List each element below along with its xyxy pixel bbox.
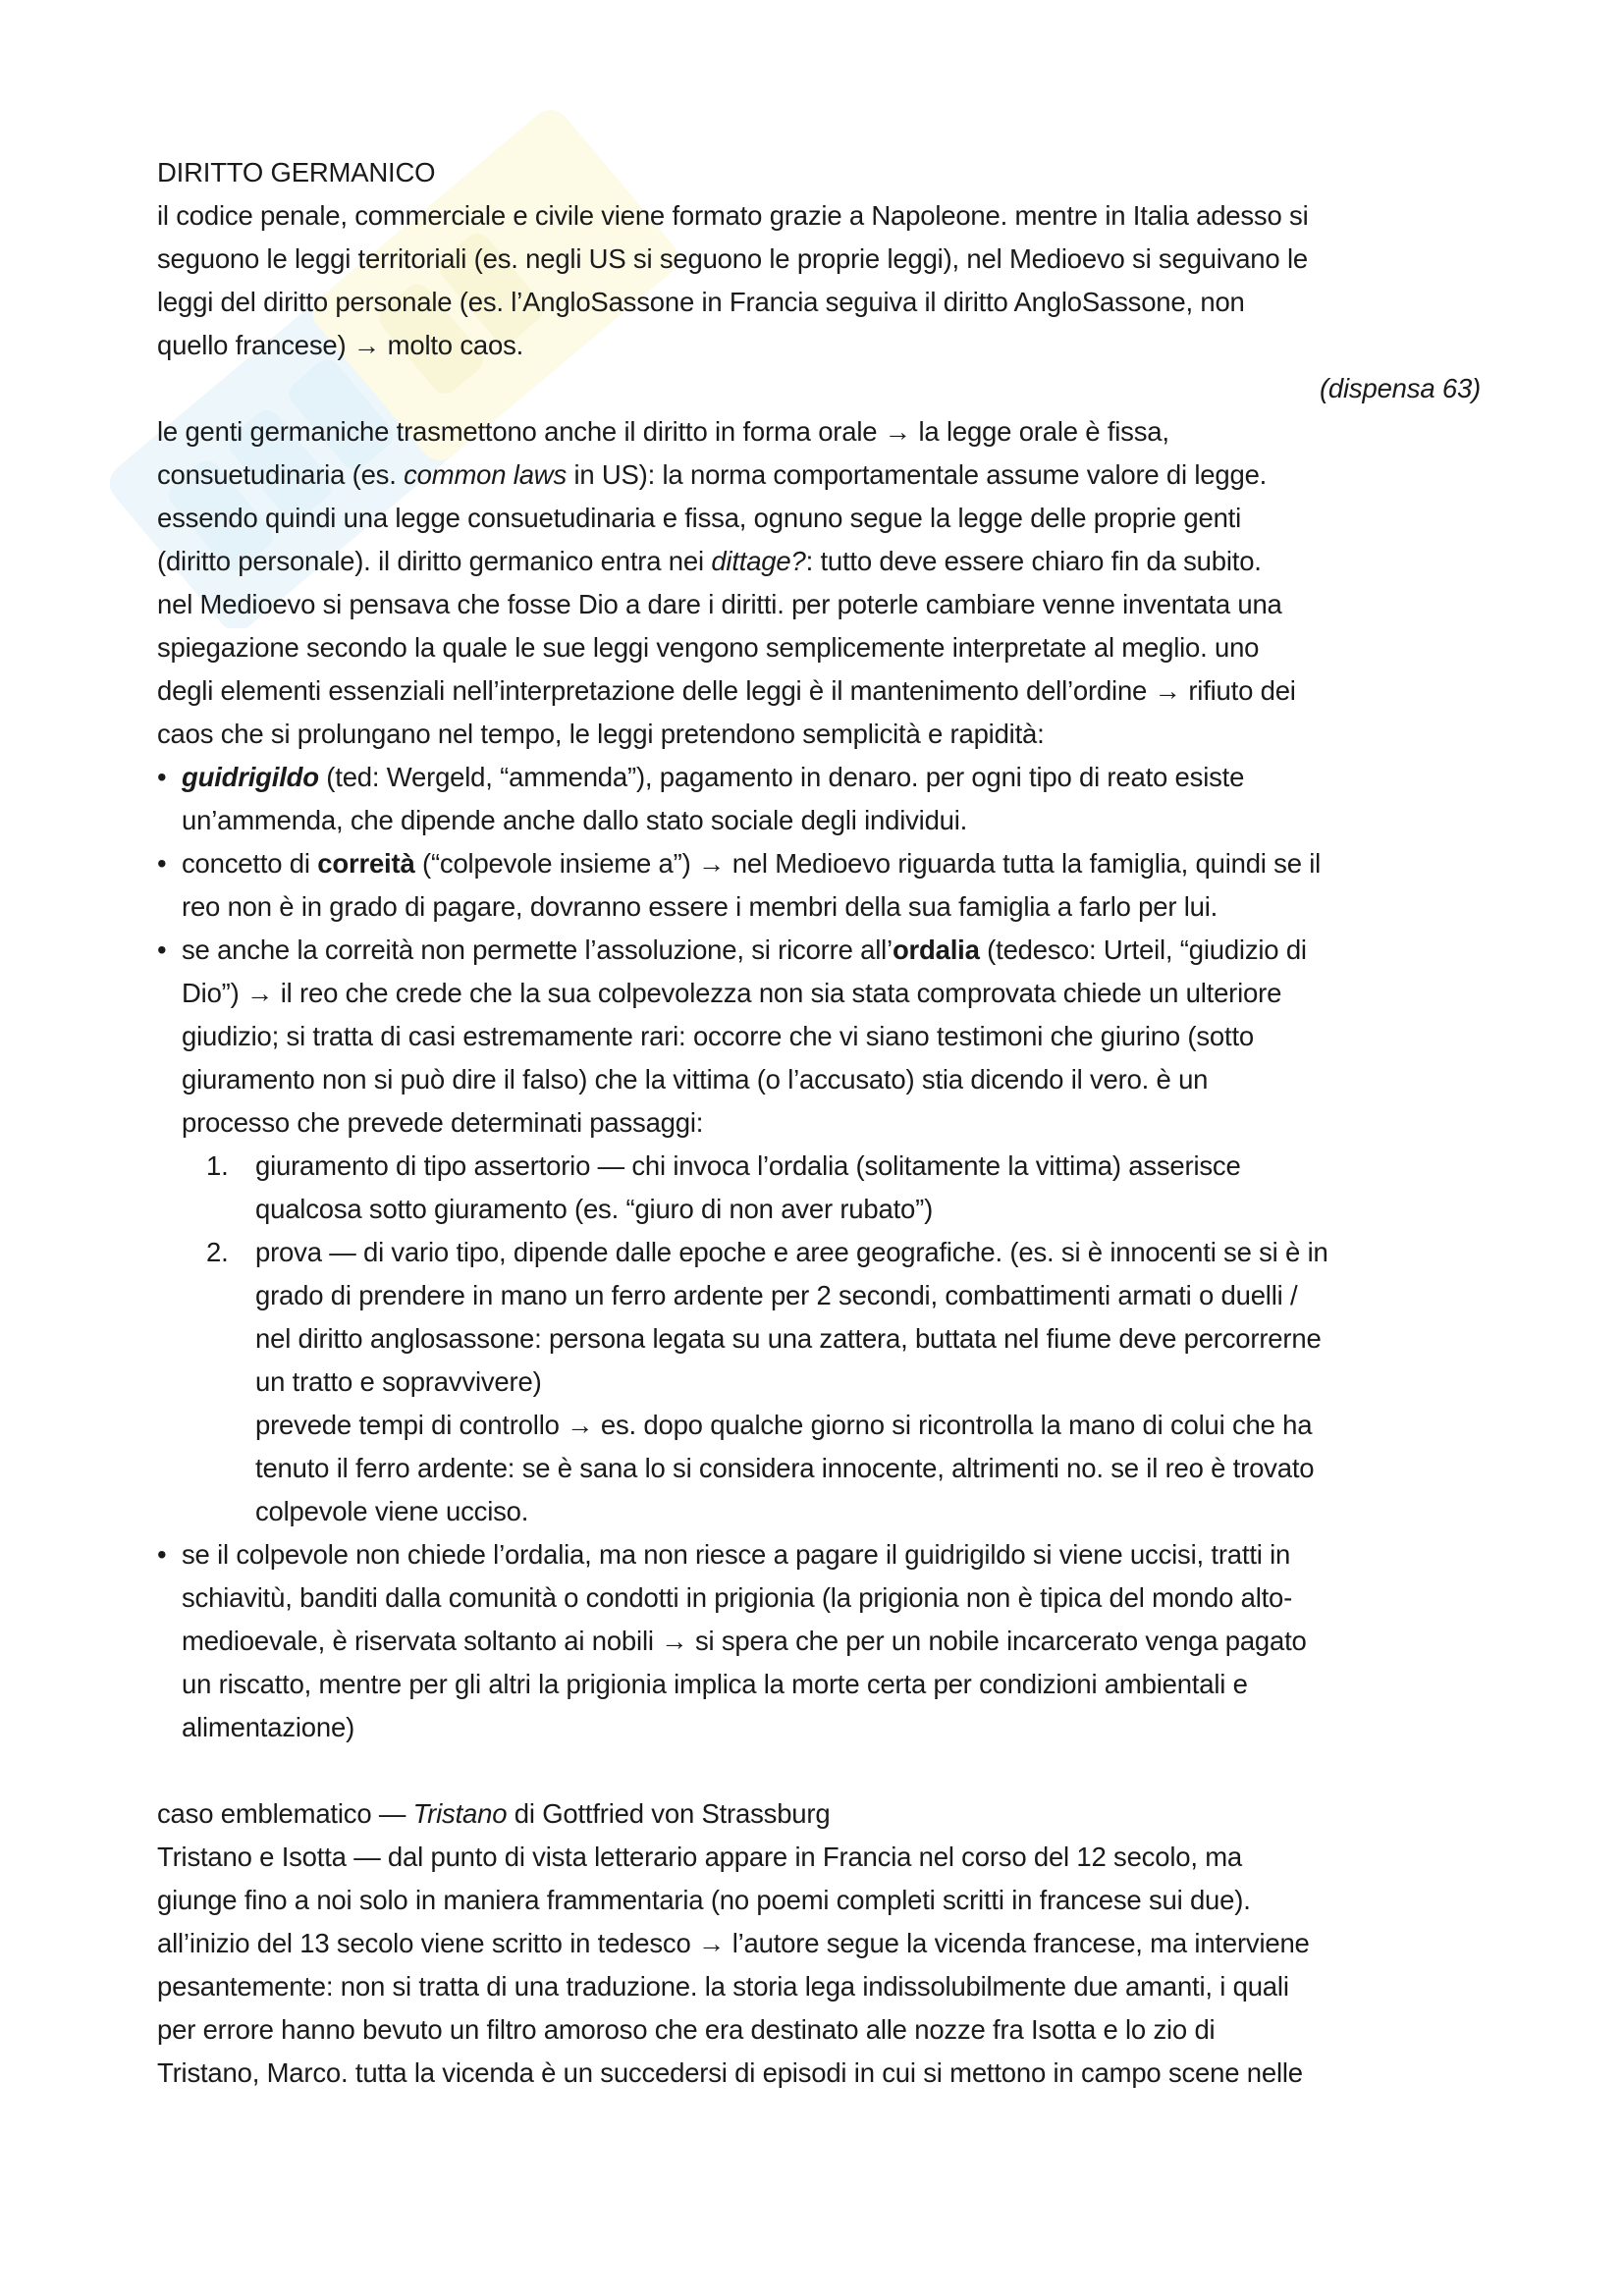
bullet-item	[157, 842, 1532, 885]
bullet-item	[157, 1533, 1532, 1576]
text-span: colpevole viene ucciso.	[255, 1496, 529, 1526]
text-span: giudizio; si tratta di casi estremamente rari: occorre che vi siano testimoni che giurino (sotto	[182, 1021, 1254, 1051]
text-span: caso emblematico —	[157, 1798, 413, 1829]
text-line	[157, 972, 1532, 1015]
text-span: se il colpevole non chiede l’ordalia, ma non riesce a pagare il guidrigildo si viene uccisi, tratti in	[182, 1539, 1291, 1570]
text-span: Dio”) → il reo che crede che la sua colpevolezza non sia stata comprovata chiede un ulteriore	[182, 978, 1282, 1008]
text-line	[157, 194, 1532, 238]
text-span: DIRITTO GERMANICO	[157, 157, 436, 187]
blank-line	[157, 1749, 1532, 1792]
text-span: medioevale, è riservata soltanto ai nobili → si spera che per un nobile incarcerato venga pagato	[182, 1626, 1307, 1656]
text-line	[157, 1965, 1532, 2008]
bullet-marker: •	[157, 934, 167, 965]
italic-text: common laws	[404, 459, 567, 490]
text-span: seguono le leggi territoriali (es. negli US si seguono le proprie leggi), nel Medioevo si seguivano le	[157, 243, 1308, 274]
text-span: essendo quindi una legge consuetudinaria e fissa, ognuno segue la legge delle proprie genti	[157, 503, 1242, 533]
text-span: giunge fino a noi solo in maniera frammentaria (no poemi completi scritti in francese sui due).	[157, 1885, 1251, 1915]
emphasized-term: guidrigildo	[182, 762, 319, 792]
text-line	[157, 885, 1532, 929]
text-span: se anche la correità non permette l’assoluzione, si ricorre all’	[182, 934, 893, 965]
text-span: concetto di	[182, 848, 318, 879]
text-span: (tedesco: Urteil, “giudizio di	[979, 934, 1307, 965]
text-line	[157, 1792, 1532, 1836]
text-span: : tutto deve essere chiaro fin da subito.	[805, 546, 1262, 576]
text-span: nel Medioevo si pensava che fosse Dio a dare i diritti. per poterle cambiare venne inventata una	[157, 589, 1282, 619]
text-span: quello francese) → molto caos.	[157, 330, 524, 360]
text-line	[157, 1058, 1532, 1101]
text-span: per errore hanno bevuto un filtro amoroso che era destinato alle nozze fra Isotta e lo zio di	[157, 2014, 1216, 2045]
bullet-item	[157, 929, 1532, 972]
page-reference	[157, 367, 1481, 410]
text-span: qualcosa sotto giuramento (es. “giuro di non aver rubato”)	[255, 1194, 934, 1224]
text-span: prevede tempi di controllo → es. dopo qualche giorno si ricontrolla la mano di colui che ha	[255, 1410, 1313, 1440]
text-line	[157, 1620, 1532, 1663]
text-line	[157, 1101, 1532, 1145]
list-number: 1.	[206, 1150, 229, 1181]
text-span: spiegazione secondo la quale le sue leggi vengono semplicemente interpretate al meglio. uno	[157, 632, 1260, 663]
text-span: giuramento di tipo assertorio — chi invoca l’ordalia (solitamente la vittima) asserisce	[255, 1150, 1241, 1181]
text-span: schiavitù, banditi dalla comunità o condotti in prigionia (la prigionia non è tipica del mondo alto-	[182, 1582, 1293, 1613]
text-line	[157, 1361, 1532, 1404]
text-span: il codice penale, commerciale e civile viene formato grazie a Napoleone. mentre in Italia adesso si	[157, 200, 1309, 231]
text-span: le genti germaniche trasmettono anche il diritto in forma orale → la legge orale è fissa,	[157, 416, 1169, 447]
text-line	[157, 1015, 1532, 1058]
text-span: un tratto e sopravvivere)	[255, 1366, 542, 1397]
text-line	[157, 1879, 1532, 1922]
emphasized-term: ordalia	[892, 934, 980, 965]
text-line	[157, 669, 1532, 713]
text-span: tenuto il ferro ardente: se è sana lo si considera innocente, altrimenti no. se il reo è trovato	[255, 1453, 1315, 1483]
text-line	[157, 410, 1532, 454]
text-line	[157, 1317, 1532, 1361]
text-line	[157, 626, 1532, 669]
text-span: leggi del diritto personale (es. l’AngloSassone in Francia seguiva il diritto AngloSassone, non	[157, 287, 1245, 317]
document-body	[157, 151, 1532, 2095]
text-line	[157, 540, 1532, 583]
text-line	[157, 497, 1532, 540]
text-span: in US): la norma comportamentale assume valore di legge.	[567, 459, 1268, 490]
text-span: processo che prevede determinati passaggi:	[182, 1107, 704, 1138]
text-span: pesantemente: non si tratta di una traduzione. la storia lega indissolubilmente due amanti, i quali	[157, 1971, 1289, 2002]
bullet-item	[157, 756, 1532, 799]
text-line	[157, 1663, 1532, 1706]
text-line	[157, 2052, 1532, 2095]
text-line	[157, 1447, 1532, 1490]
text-line	[157, 1274, 1532, 1317]
text-span: prova — di vario tipo, dipende dalle epoche e aree geografiche. (es. si è innocenti se si è in	[255, 1237, 1328, 1267]
text-span: di Gottfried von Strassburg	[507, 1798, 831, 1829]
text-span: Tristano e Isotta — dal punto di vista letterario appare in Francia nel corso del 12 secolo, ma	[157, 1842, 1243, 1872]
text-span: reo non è in grado di pagare, dovranno essere i membri della sua famiglia a farlo per lui.	[182, 891, 1218, 922]
italic-text: dittage?	[711, 546, 806, 576]
text-span: consuetudinaria (es.	[157, 459, 405, 490]
text-line	[157, 454, 1532, 497]
text-line	[157, 1836, 1532, 1879]
bullet-marker: •	[157, 762, 167, 792]
text-line	[157, 1576, 1532, 1620]
text-line	[157, 1188, 1532, 1231]
text-span: alimentazione)	[182, 1712, 355, 1742]
text-span: (“colpevole insieme a”) → nel Medioevo riguarda tutta la famiglia, quindi se il	[414, 848, 1322, 879]
text-span: caos che si prolungano nel tempo, le leggi pretendono semplicità e rapidità:	[157, 719, 1045, 749]
italic-text: Tristano	[412, 1798, 508, 1829]
text-span: (ted: Wergeld, “ammenda”), pagamento in denaro. per ogni tipo di reato esiste	[318, 762, 1245, 792]
italic-text: (dispensa 63)	[1319, 373, 1481, 403]
text-line	[157, 324, 1532, 367]
text-span: Tristano, Marco. tutta la vicenda è un succedersi di episodi in cui si mettono in campo scene nelle	[157, 2057, 1303, 2088]
text-line	[157, 1922, 1532, 1965]
text-line	[157, 713, 1532, 756]
text-line	[157, 1490, 1532, 1533]
numbered-item	[157, 1231, 1532, 1274]
text-span: giuramento non si può dire il falso) che la vittima (o l’accusato) stia dicendo il vero. è un	[182, 1064, 1209, 1095]
text-line	[157, 281, 1532, 324]
emphasized-term: correità	[317, 848, 415, 879]
text-line	[157, 1404, 1532, 1447]
text-span: nel diritto anglosassone: persona legata su una zattera, buttata nel fiume deve percorrerne	[255, 1323, 1322, 1354]
text-line	[157, 583, 1532, 626]
text-span: (diritto personale). il diritto germanico entra nei	[157, 546, 712, 576]
text-span: all’inizio del 13 secolo viene scritto in tedesco → l’autore segue la vicenda francese, ma interviene	[157, 1928, 1310, 1958]
bullet-marker: •	[157, 848, 167, 879]
text-line	[157, 2008, 1532, 2052]
text-span: grado di prendere in mano un ferro ardente per 2 secondi, combattimenti armati o duelli /	[255, 1280, 1298, 1310]
text-span: un’ammenda, che dipende anche dallo stato sociale degli individui.	[182, 805, 968, 835]
numbered-item	[157, 1145, 1532, 1188]
text-line	[157, 1706, 1532, 1749]
section-title	[157, 151, 1532, 194]
bullet-marker: •	[157, 1539, 167, 1570]
text-span: un riscatto, mentre per gli altri la prigionia implica la morte certa per condizioni ambientali e	[182, 1669, 1248, 1699]
text-span: degli elementi essenziali nell’interpretazione delle leggi è il mantenimento dell’ordine → rifiuto dei	[157, 675, 1296, 706]
text-line	[157, 799, 1532, 842]
list-number: 2.	[206, 1237, 229, 1267]
text-line	[157, 238, 1532, 281]
